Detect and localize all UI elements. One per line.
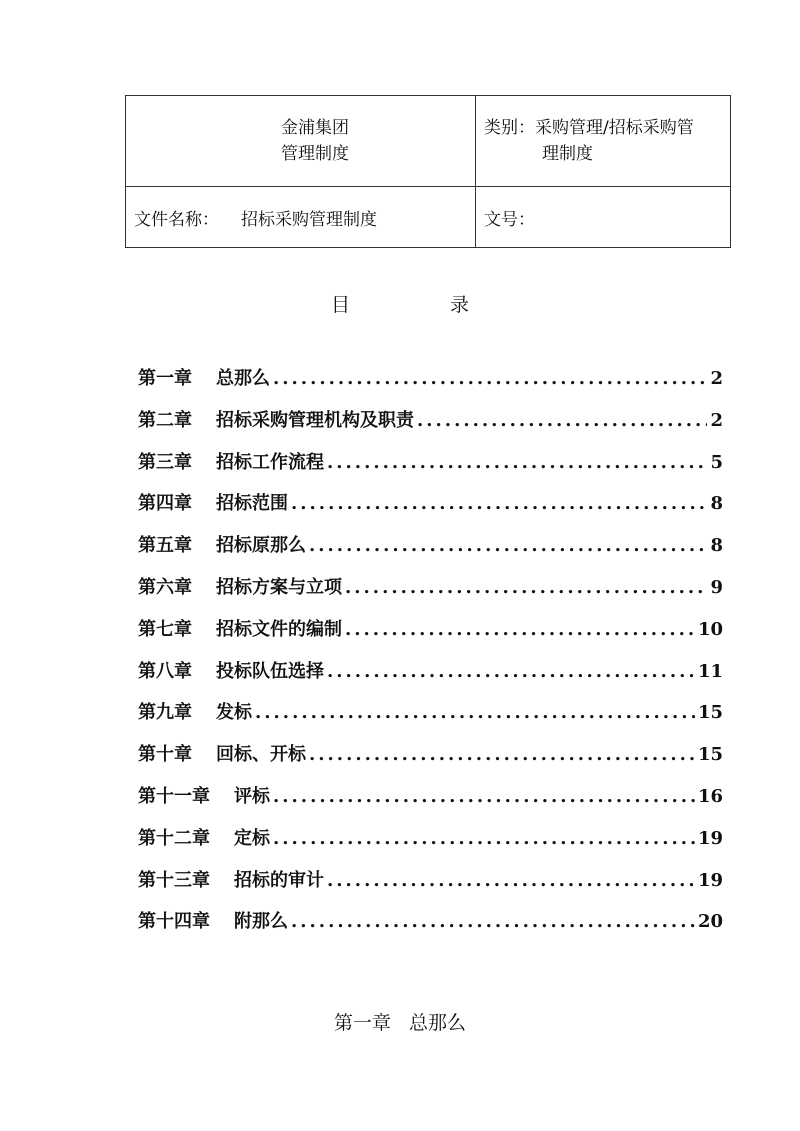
filename-label: 文件名称： [134,209,219,230]
toc-page-number: 8 [710,535,723,557]
toc-entry[interactable] [138,657,723,699]
toc-page-number: 15 [697,702,723,724]
toc-chapter-number: 第七章 [138,618,192,640]
company-cell [126,96,476,187]
toc-chapter-number: 第十四章 [138,911,210,933]
toc-chapter-title: 招标文件的编制 [216,618,342,640]
toc-chapter-number: 第十一章 [138,785,210,807]
toc-page-number: 19 [697,869,723,891]
toc-page-number: 5 [710,451,723,473]
toc-dot-leader [309,744,695,765]
toc-chapter-title: 招标方案与立项 [216,576,342,598]
toc-entry[interactable] [138,448,723,490]
category-text-continued: 理制度 [542,144,593,164]
docno-cell [476,187,731,248]
toc-dot-leader [345,577,707,598]
toc-dot-leader [273,786,695,807]
filename-cell [126,187,476,248]
toc-chapter-number: 第十二章 [138,827,210,849]
document-header-table [125,95,731,248]
toc-entry[interactable] [138,406,723,448]
toc-chapter-number: 第八章 [138,660,192,682]
toc-chapter-title: 发标 [216,702,252,724]
toc-entry[interactable] [138,740,723,782]
table-of-contents [138,364,723,949]
toc-page-number: 9 [710,576,723,598]
toc-chapter-title: 回标、开标 [216,744,306,766]
toc-title: 目录 [330,294,569,316]
toc-page-number: 11 [697,660,723,682]
toc-chapter-title: 招标范围 [216,493,288,515]
toc-page-number: 10 [697,618,723,640]
chapter-number: 第一章 [333,1012,391,1034]
toc-entry[interactable] [138,615,723,657]
toc-chapter-title: 附那么 [234,911,288,933]
toc-entry[interactable] [138,531,723,573]
company-name: 金浦集团 [281,118,349,138]
toc-chapter-number: 第三章 [138,451,192,473]
filename-value: 招标采购管理制度 [241,209,377,230]
toc-chapter-number: 第九章 [138,702,192,724]
toc-chapter-number: 第二章 [138,409,192,431]
category-text: 类别：采购管理/招标采购管 [484,118,694,138]
toc-chapter-title: 定标 [234,827,270,849]
toc-page-number: 20 [697,911,723,933]
toc-chapter-number: 第四章 [138,493,192,515]
toc-chapter-number: 第十三章 [138,869,210,891]
company-subtitle: 管理制度 [281,144,349,164]
docno-label: 文号： [484,209,535,230]
toc-dot-leader [273,368,707,389]
toc-entry[interactable] [138,782,723,824]
toc-entry[interactable] [138,573,723,615]
toc-chapter-title: 总那么 [216,368,270,389]
toc-page-number: 15 [697,744,723,766]
category-cell [476,96,731,187]
toc-page-number: 19 [697,827,723,849]
toc-entry[interactable] [138,489,723,531]
toc-dot-leader [417,410,707,431]
chapter-title: 总那么 [409,1012,467,1034]
toc-dot-leader [327,452,707,473]
toc-chapter-number: 第十章 [138,744,192,766]
toc-chapter-title: 招标工作流程 [216,451,324,473]
toc-dot-leader [291,911,695,932]
toc-dot-leader [255,702,695,723]
toc-dot-leader [345,619,695,640]
toc-dot-leader [291,493,707,514]
toc-chapter-title: 招标采购管理机构及职责 [216,409,414,431]
toc-page-number: 16 [697,785,723,807]
toc-page-number: 2 [710,409,723,431]
toc-chapter-title: 招标原那么 [216,535,306,557]
toc-chapter-number: 第五章 [138,535,192,557]
toc-dot-leader [327,870,695,891]
toc-entry[interactable] [138,364,723,406]
toc-dot-leader [273,828,695,849]
chapter-heading [0,1008,800,1035]
toc-entry[interactable] [138,907,723,949]
toc-chapter-title: 投标队伍选择 [216,660,324,682]
toc-entry[interactable] [138,698,723,740]
toc-entry[interactable] [138,824,723,866]
toc-page-number: 8 [710,493,723,515]
toc-page-number: 2 [710,368,723,389]
toc-dot-leader [309,535,707,556]
toc-chapter-number: 第一章 [138,368,192,389]
toc-entry[interactable] [138,866,723,908]
toc-dot-leader [327,661,695,682]
toc-chapter-number: 第六章 [138,576,192,598]
toc-chapter-title: 评标 [234,785,270,807]
toc-chapter-title: 招标的审计 [234,869,324,891]
